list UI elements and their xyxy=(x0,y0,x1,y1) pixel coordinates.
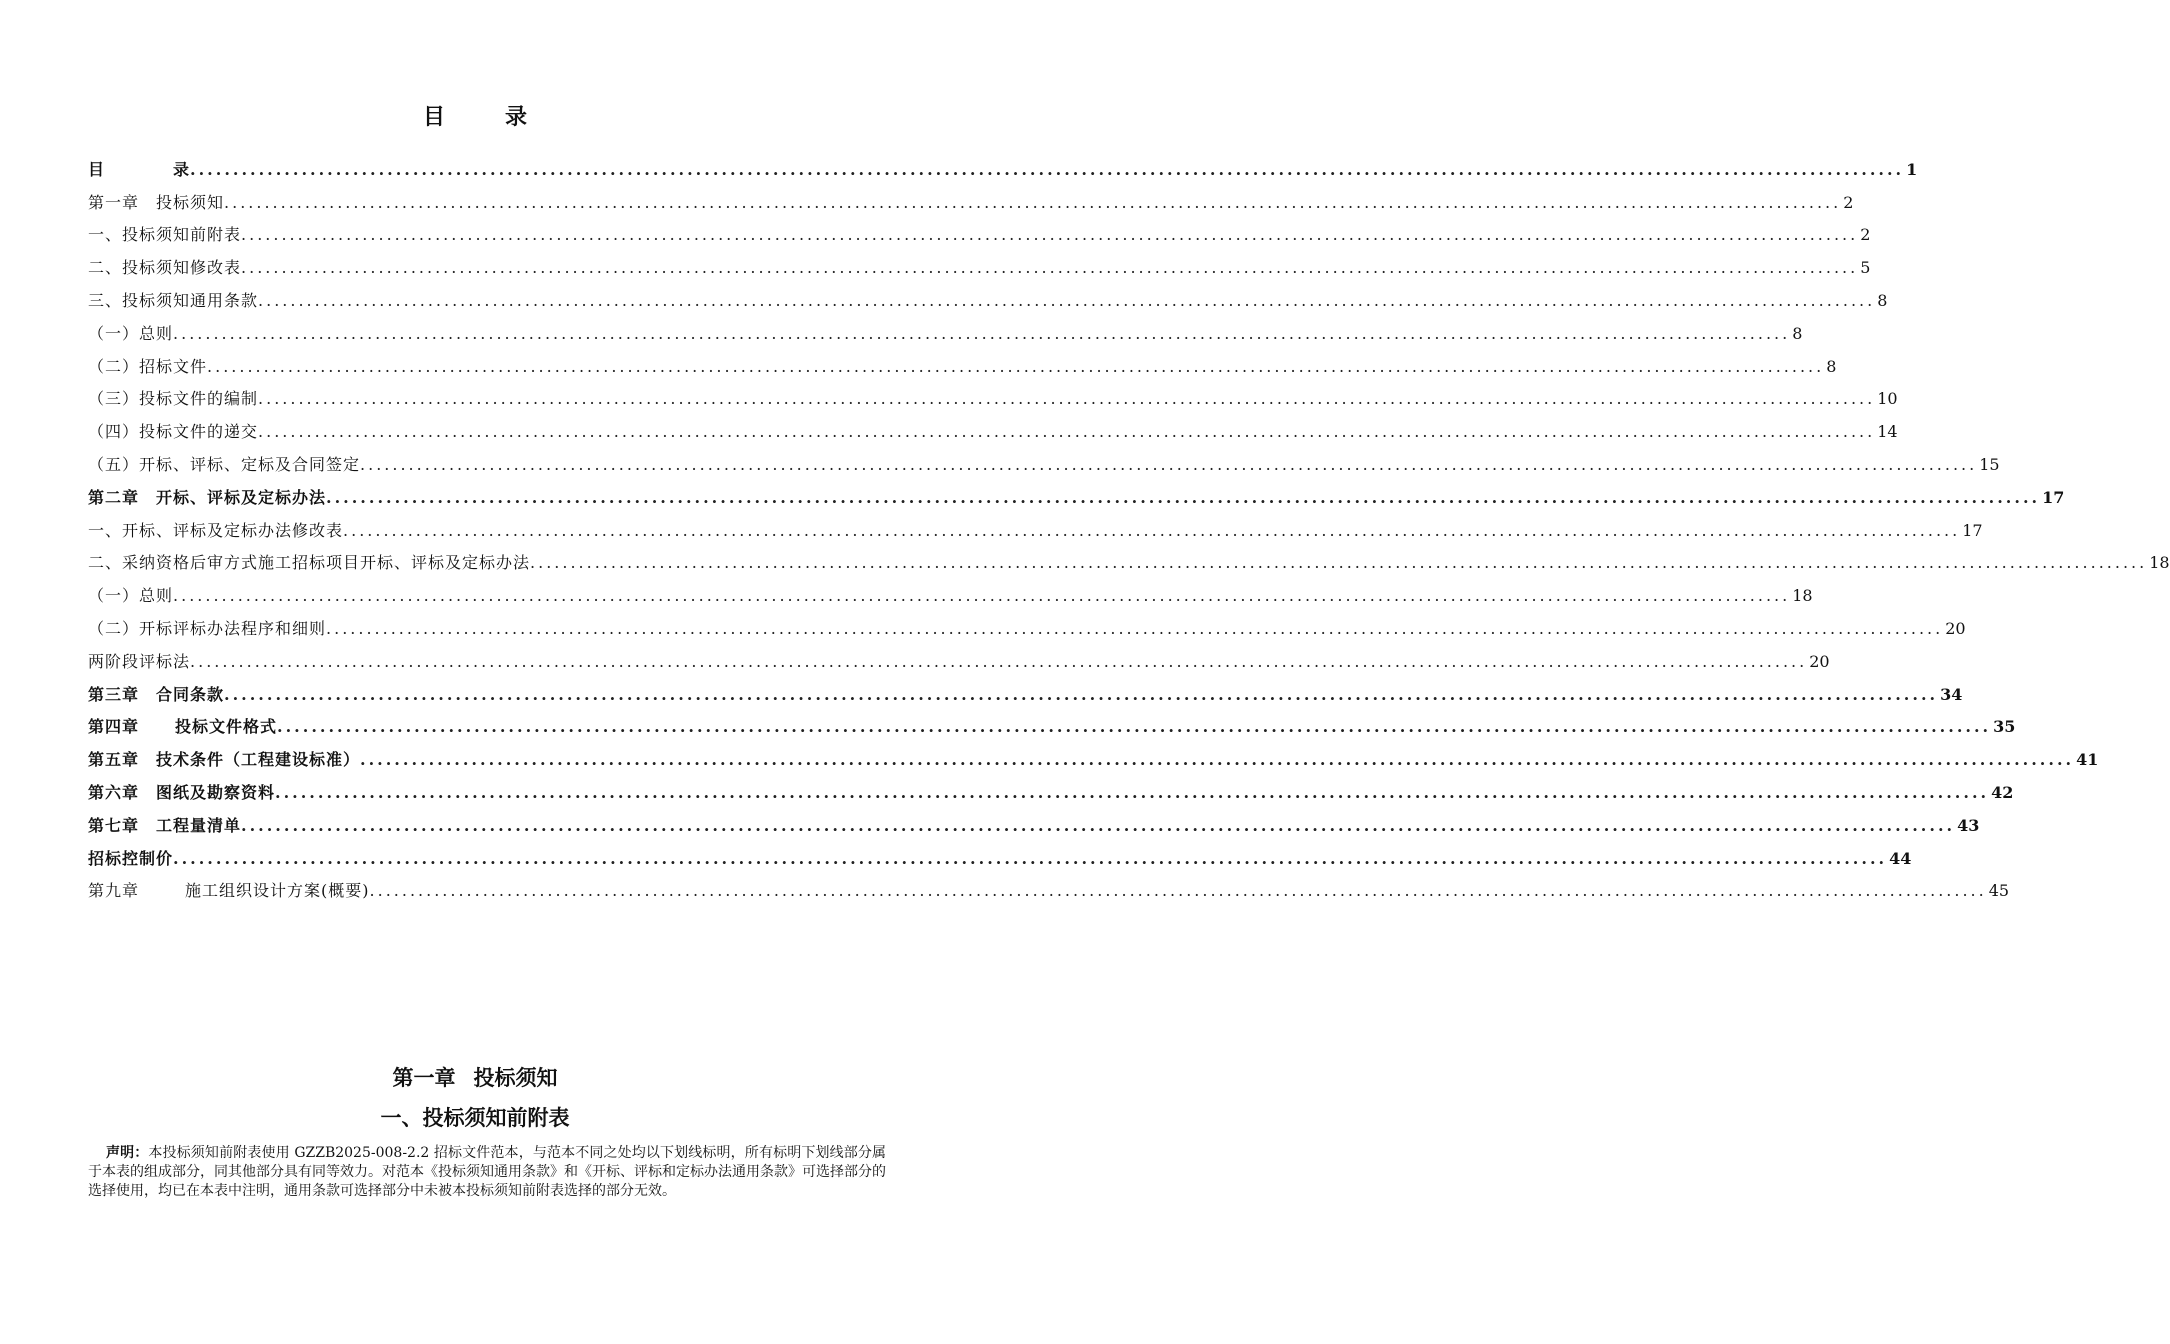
toc-entry[interactable] xyxy=(88,147,1918,180)
table-of-contents xyxy=(88,147,2170,901)
toc-entry-label: 二、投标须知修改表 xyxy=(88,258,242,278)
toc-page-number: 34 xyxy=(1940,684,1963,704)
toc-entry-label: 目 录 xyxy=(88,159,191,179)
toc-leader-dots: ........................................................................................................................................................................................................ xyxy=(224,684,1939,704)
toc-leader-dots: ........................................................................................................................................................................................................ xyxy=(241,258,1859,278)
toc-entry-label: 三、投标须知通用条款 xyxy=(88,290,259,310)
toc-page-number: 17 xyxy=(1962,520,1983,540)
toc-page-number: 41 xyxy=(2076,750,2099,770)
toc-page-number: 8 xyxy=(1826,356,1837,376)
toc-entry-label: 招标控制价 xyxy=(88,848,174,868)
toc-entry[interactable] xyxy=(88,606,1966,639)
statement-paragraph xyxy=(88,1144,886,1201)
toc-page-number: 2 xyxy=(1860,225,1871,245)
toc-page-number: 14 xyxy=(1877,422,1898,442)
toc-page-number: 45 xyxy=(1988,881,2010,901)
toc-page-number: 43 xyxy=(1957,815,1980,835)
chapter-title: 第一章 投标须知 xyxy=(392,1065,558,1090)
toc-leader-dots: ........................................................................................................................................................................................................ xyxy=(258,389,1876,409)
toc-page-number: 15 xyxy=(1979,454,2000,474)
toc-entry-label: 第五章 技术条件（工程建设标准） xyxy=(88,750,361,770)
toc-entry-label: 一、开标、评标及定标办法修改表 xyxy=(88,520,344,540)
toc-leader-dots: ........................................................................................................................................................................................................ xyxy=(275,782,1990,802)
toc-entry[interactable] xyxy=(88,213,1871,246)
toc-page-number: 44 xyxy=(1889,848,1912,868)
toc-page-number: 18 xyxy=(2149,553,2170,573)
toc-entry[interactable] xyxy=(88,672,1963,705)
toc-entry[interactable] xyxy=(88,377,1898,410)
toc-page-number: 8 xyxy=(1877,290,1888,310)
toc-page-number: 42 xyxy=(1991,782,2014,802)
toc-entry-label: （一）总则 xyxy=(88,323,174,343)
toc-entry[interactable] xyxy=(88,409,1898,442)
toc-entry[interactable] xyxy=(88,803,1980,836)
toc-leader-dots: ........................................................................................................................................................................................................ xyxy=(258,422,1876,442)
toc-entry[interactable] xyxy=(88,442,2000,475)
toc-entry[interactable] xyxy=(88,344,1837,377)
toc-entry-label: 一、投标须知前附表 xyxy=(88,225,242,245)
toc-entry-label: 两阶段评标法 xyxy=(88,651,191,671)
toc-leader-dots: ........................................................................................................................................................................................................ xyxy=(343,520,1961,540)
toc-leader-dots: ........................................................................................................................................................................................................ xyxy=(326,487,2041,507)
toc-entry[interactable] xyxy=(88,836,1912,869)
toc-leader-dots: ........................................................................................................................................................................................................ xyxy=(173,848,1888,868)
toc-leader-dots: ........................................................................................................................................................................................................ xyxy=(224,192,1842,212)
section-title: 一、投标须知前附表 xyxy=(380,1105,570,1130)
statement-text: 本投标须知前附表使用 GZZB2025-008-2.2 招标文件范本，与范本不同之处均以下划线标明，所有标明下划线部分属于本表的组成部分，同其他部分具有同等效力。对范本《投标须知通用条款》和《开标、评标和定标办法通用条款》可选择部分的选择使用，均已在本表中注明，通用条款可选择部分中未被本投标须知前附表选择的部分无效。 xyxy=(88,1145,887,1199)
toc-entry-label: （四）投标文件的递交 xyxy=(88,422,259,442)
toc-leader-dots: ........................................................................................................................................................................................................ xyxy=(207,356,1825,376)
toc-entry[interactable] xyxy=(88,770,2014,803)
toc-entry[interactable] xyxy=(88,639,1830,672)
toc-entry[interactable] xyxy=(88,278,1888,311)
toc-entry-label: 第一章 投标须知 xyxy=(88,192,225,212)
toc-leader-dots: ........................................................................................................................................................................................................ xyxy=(241,815,1956,835)
toc-title: 目 录 xyxy=(422,104,528,130)
toc-entry-label: （一）总则 xyxy=(88,586,174,606)
toc-entry-label: 第四章 投标文件格式 xyxy=(88,717,278,737)
toc-leader-dots: ........................................................................................................................................................................................................ xyxy=(173,323,1791,343)
toc-entry-label: 第二章 开标、评标及定标办法 xyxy=(88,487,327,507)
toc-page-number: 1 xyxy=(1906,159,1918,179)
toc-page-number: 5 xyxy=(1860,258,1871,278)
toc-page-number: 18 xyxy=(1792,586,1813,606)
toc-entry[interactable] xyxy=(88,737,2099,770)
toc-entry-label: 第六章 图纸及勘察资料 xyxy=(88,782,276,802)
toc-entry[interactable] xyxy=(88,508,1983,541)
toc-entry[interactable] xyxy=(88,541,2170,574)
toc-entry[interactable] xyxy=(88,311,1803,344)
toc-entry[interactable] xyxy=(88,180,1854,213)
toc-entry-label: 第三章 合同条款 xyxy=(88,684,225,704)
toc-leader-dots: ........................................................................................................................................................................................................ xyxy=(277,717,1992,737)
toc-leader-dots: ........................................................................................................................................................................................................ xyxy=(173,586,1791,606)
toc-page-number: 20 xyxy=(1945,618,1966,638)
toc-leader-dots: ........................................................................................................................................................................................................ xyxy=(258,290,1876,310)
toc-entry-label: （三）投标文件的编制 xyxy=(88,389,259,409)
toc-page-number: 8 xyxy=(1792,323,1803,343)
toc-entry-label: （二）开标评标办法程序和细则 xyxy=(88,618,327,638)
toc-leader-dots: ........................................................................................................................................................................................................ xyxy=(190,159,1905,179)
toc-page-number: 10 xyxy=(1877,389,1898,409)
toc-entry-label: （二）招标文件 xyxy=(88,356,208,376)
toc-page-number: 17 xyxy=(2042,487,2065,507)
toc-entry[interactable] xyxy=(88,573,1813,606)
toc-leader-dots: ........................................................................................................................................................................................................ xyxy=(241,225,1859,245)
toc-entry-label: 二、采纳资格后审方式施工招标项目开标、评标及定标办法 xyxy=(88,553,531,573)
toc-leader-dots: ........................................................................................................................................................................................................ xyxy=(360,454,1978,474)
toc-entry[interactable] xyxy=(88,869,2010,902)
toc-entry[interactable] xyxy=(88,245,1871,278)
toc-entry-label: 第七章 工程量清单 xyxy=(88,815,242,835)
toc-entry-label: （五）开标、评标、定标及合同签定 xyxy=(88,454,361,474)
toc-leader-dots: ........................................................................................................................................................................................................ xyxy=(530,553,2148,573)
toc-entry[interactable] xyxy=(88,475,2065,508)
toc-page-number: 2 xyxy=(1843,192,1854,212)
toc-leader-dots: ........................................................................................................................................................................................................ xyxy=(190,651,1808,671)
toc-leader-dots: ........................................................................................................................................................................................................ xyxy=(360,750,2075,770)
statement-label: 声明： xyxy=(106,1145,149,1161)
toc-leader-dots: ........................................................................................................................................................................................................ xyxy=(326,618,1944,638)
toc-page-number: 20 xyxy=(1809,651,1830,671)
toc-entry[interactable] xyxy=(88,705,2016,738)
toc-leader-dots: ........................................................................................................................................................................................................ xyxy=(369,881,1987,901)
toc-page-number: 35 xyxy=(1993,717,2016,737)
toc-entry-label: 第九章 施工组织设计方案(概要) xyxy=(88,881,370,901)
